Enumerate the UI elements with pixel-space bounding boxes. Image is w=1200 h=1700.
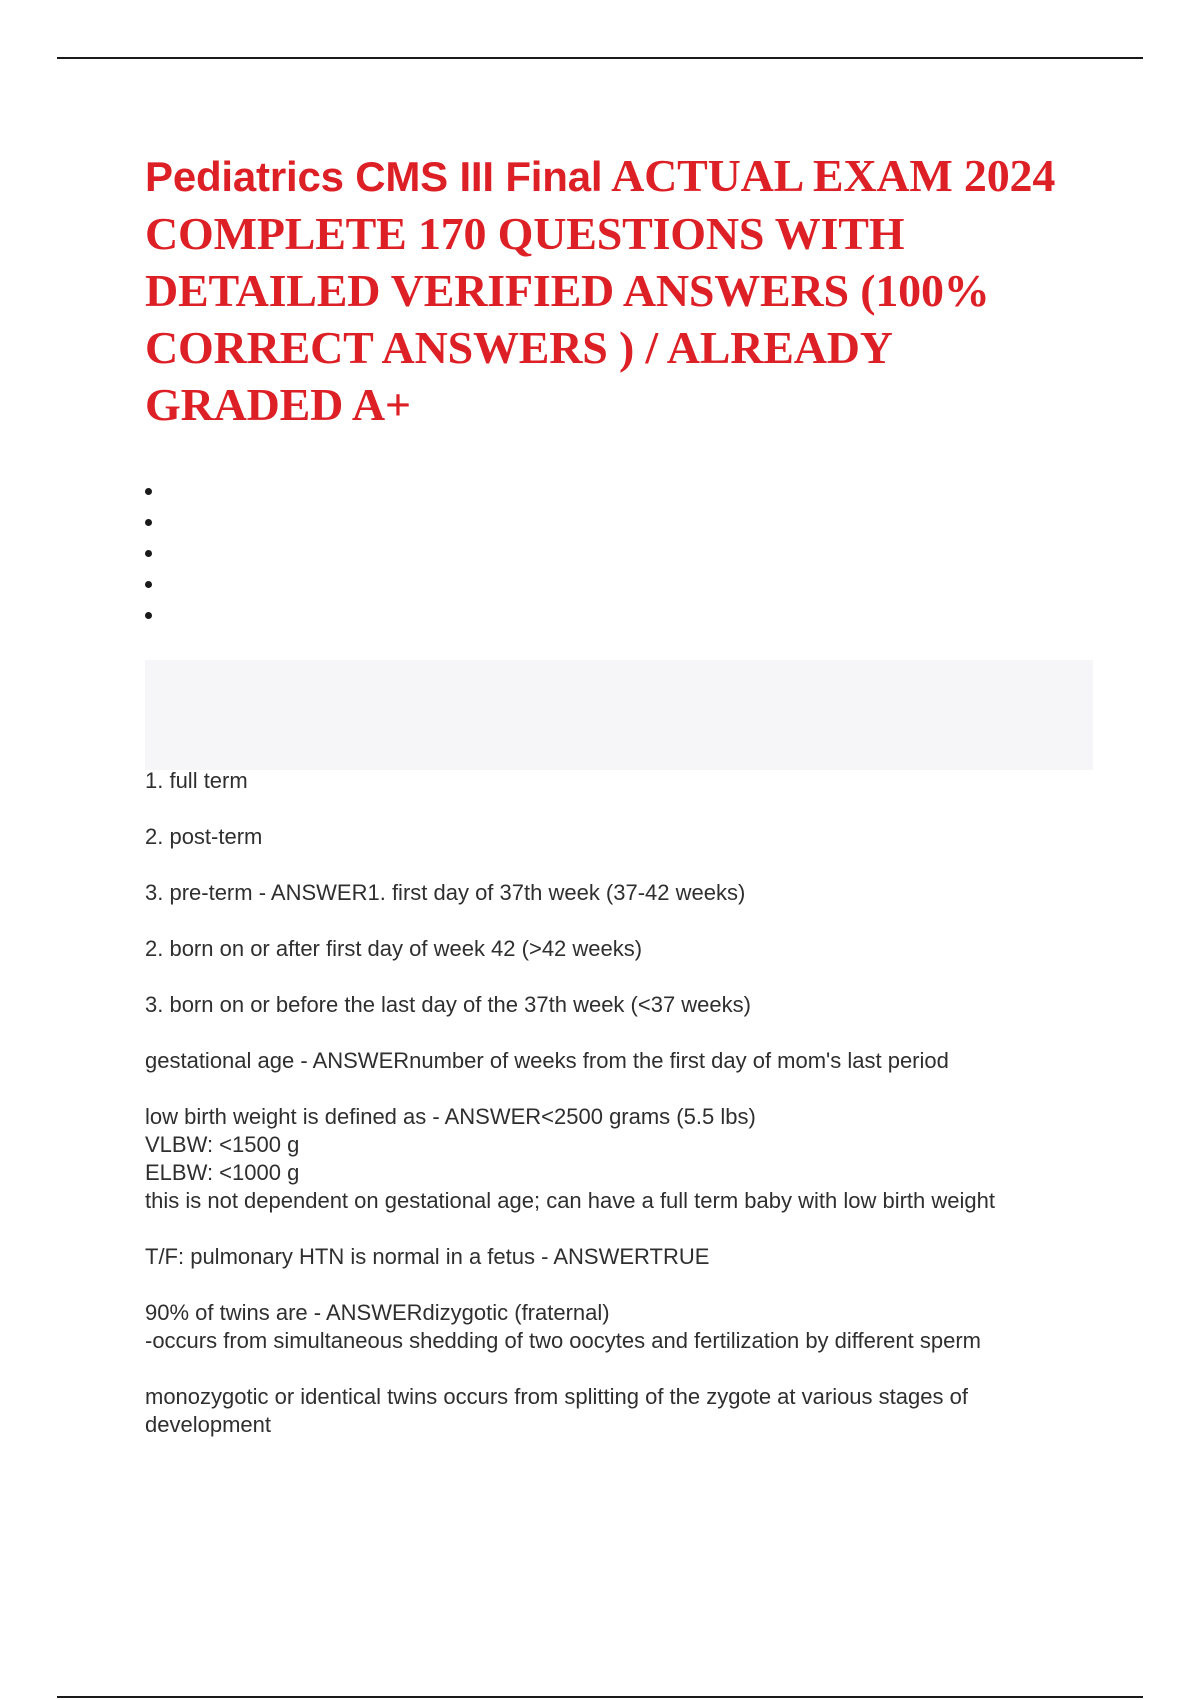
qa-line: low birth weight is defined as - ANSWER<2500 grams (5.5 lbs): [145, 1104, 756, 1129]
bullet-dot-icon: [145, 581, 152, 588]
qa-block: [145, 1299, 1095, 1355]
qa-block: [145, 1047, 1095, 1075]
bullet-dot-icon: [145, 612, 152, 619]
bullet-dot-icon: [145, 550, 152, 557]
qa-line: 1. full term: [145, 768, 248, 793]
qa-block: [145, 1103, 1095, 1215]
title-description: ACTUAL EXAM 2024 COMPLETE 170 QUESTIONS WITH DETAILED VERIFIED ANSWERS (100% CORRECT ANSWERS ) / ALREADY GRADED A+: [145, 150, 1056, 430]
shaded-blank-area: [145, 660, 1093, 770]
qa-line: T/F: pulmonary HTN is normal in a fetus - ANSWERTRUE: [145, 1244, 710, 1269]
qa-block: [145, 935, 1095, 963]
bullet-dot-icon: [145, 519, 152, 526]
qa-line: this is not dependent on gestational age; can have a full term baby with low birth weight: [145, 1188, 995, 1213]
qa-line: gestational age - ANSWERnumber of weeks from the first day of mom's last period: [145, 1048, 949, 1073]
qa-block: [145, 1243, 1095, 1271]
qa-line: ELBW: <1000 g: [145, 1160, 300, 1185]
qa-line: 3. pre-term - ANSWER1. first day of 37th week (37-42 weeks): [145, 880, 746, 905]
top-rule: [57, 57, 1143, 59]
qa-line: 2. post-term: [145, 824, 263, 849]
qa-line: 3. born on or before the last day of the 37th week (<37 weeks): [145, 992, 751, 1017]
bottom-rule: [57, 1696, 1143, 1698]
document-title: [145, 147, 1095, 433]
qa-block: [145, 767, 1095, 795]
qa-line: monozygotic or identical twins occurs from splitting of the zygote at various stages of development: [145, 1384, 968, 1437]
bullet-dot-icon: [145, 488, 152, 495]
qa-block: [145, 1383, 1095, 1439]
qa-block: [145, 991, 1095, 1019]
qa-line: VLBW: <1500 g: [145, 1132, 300, 1157]
qa-line: -occurs from simultaneous shedding of two oocytes and fertilization by different sperm: [145, 1328, 981, 1353]
qa-block: [145, 823, 1095, 851]
document-body: [145, 147, 1095, 1437]
title-course-name: Pediatrics CMS III Final: [145, 153, 603, 200]
qa-block: [145, 879, 1095, 907]
qa-line: 2. born on or after first day of week 42 (>42 weeks): [145, 936, 643, 961]
qa-list: [145, 767, 1095, 1467]
qa-line: 90% of twins are - ANSWERdizygotic (fraternal): [145, 1300, 610, 1325]
